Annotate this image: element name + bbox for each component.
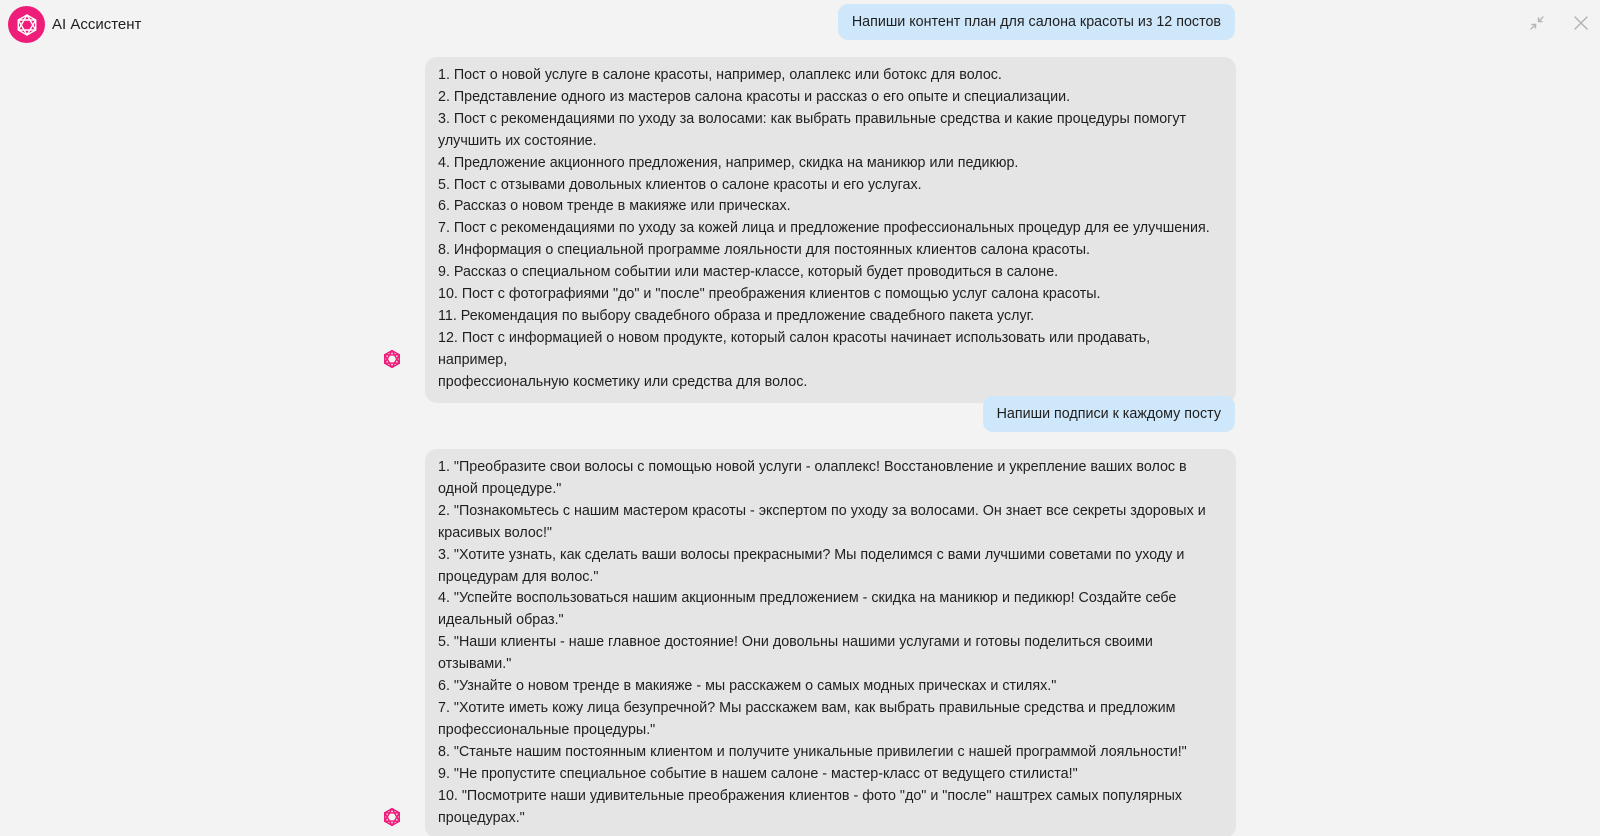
message-line: 6. Рассказ о новом тренде в макияже или прическах. <box>438 198 791 215</box>
message-line: красивых волос!" <box>438 524 553 541</box>
message-line: 7. "Хотите иметь кожу лица безупречной? Мы расскажем вам, как выбрать правильные средства и предложим <box>438 699 1176 716</box>
assistant-avatar-icon <box>382 349 402 369</box>
message-line: 9. Рассказ о специальном событии или мастер-классе, который будет проводиться в салоне. <box>438 264 1059 281</box>
assistant-message <box>425 449 1236 836</box>
message-line: процедурах." <box>438 809 525 826</box>
message-line: 2. Представление одного из мастеров салона красоты и рассказ о его опыте и специализации. <box>438 88 1071 105</box>
message-line: 3. "Хотите узнать, как сделать ваши волосы прекрасными? Мы поделимся с вами лучшими советами по уходу и <box>438 546 1185 563</box>
message-line: 8. Информация о специальной программе лояльности для постоянных клиентов салона красоты. <box>438 242 1090 259</box>
message-line: 4. Предложение акционного предложения, например, скидка на маникюр или педикюр. <box>438 154 1019 171</box>
assistant-message-text <box>438 457 1223 829</box>
message-line: идеальный образ." <box>438 612 564 629</box>
message-line: 2. "Познакомьтесь с нашим мастером красоты - экспертом по уходу за волосами. Он знает все секреты здоровых и <box>438 502 1206 519</box>
assistant-message-text <box>438 65 1223 394</box>
user-message <box>838 4 1235 40</box>
message-line: 9. "Не пропустите специальное событие в нашем салоне - мастер-класс от ведущего стилиста!" <box>438 765 1078 782</box>
message-line: 5. Пост с отзывами довольных клиентов о салоне красоты и его услугах. <box>438 176 922 193</box>
assistant-message <box>425 57 1236 403</box>
message-line: 7. Пост с рекомендациями по уходу за кожей лица и предложение профессиональных процедур для ее улучшения. <box>438 220 1210 237</box>
message-line: 10. Пост с фотографиями "до" и "после" преображения клиентов с помощью услуг салона красоты. <box>438 286 1101 303</box>
message-line: 8. "Станьте нашим постоянным клиентом и получите уникальные привилегии с нашей программой лояльности!" <box>438 743 1187 760</box>
app-title: AI Ассистент <box>52 16 142 33</box>
message-line: 6. "Узнайте о новом тренде в макияже - мы расскажем о самых модных прическах и стилях." <box>438 678 1057 695</box>
message-line: профессиональные процедуры." <box>438 721 656 738</box>
message-line: профессиональную косметику или средства для волос. <box>438 373 808 390</box>
user-message-text: Напиши контент план для салона красоты из 12 постов <box>851 14 1221 30</box>
message-line: отзывами." <box>438 656 512 673</box>
user-message-text: Напиши подписи к каждому посту <box>996 406 1221 422</box>
message-line: 12. Пост с информацией о новом продукте, который салон красоты начинает использовать или продавать, например, <box>438 329 1155 368</box>
message-line: одной процедуре." <box>438 480 562 497</box>
assistant-avatar-icon <box>382 807 402 827</box>
message-line: процедурам для волос." <box>438 568 599 585</box>
user-message <box>983 396 1235 432</box>
message-line: 3. Пост с рекомендациями по уходу за волосами: как выбрать правильные средства и какие процедуры помогут <box>438 110 1187 127</box>
message-line: 1. Пост о новой услуге в салоне красоты, например, олаплекс или ботокс для волос. <box>438 67 1002 83</box>
message-line: 4. "Успейте воспользоваться нашим акционным предложением - скидка на маникюр и педикюр! Создайте себе <box>438 590 1177 607</box>
message-line: улучшить их состояние. <box>438 132 597 149</box>
message-line: 11. Рекомендация по выбору свадебного образа и предложение свадебного пакета услуг. <box>438 307 1035 324</box>
message-line: 5. "Наши клиенты - наше главное достояние! Они довольны нашими услугами и готовы поделиться своими <box>438 634 1153 651</box>
message-line: 10. "Посмотрите наши удивительные преображения клиентов - фото "до" и "после" наштрех самых популярных <box>438 787 1183 804</box>
message-line: 1. "Преобразите свои волосы с помощью новой услуги - олаплекс! Восстановление и укрепление ваших волос в <box>438 459 1187 475</box>
